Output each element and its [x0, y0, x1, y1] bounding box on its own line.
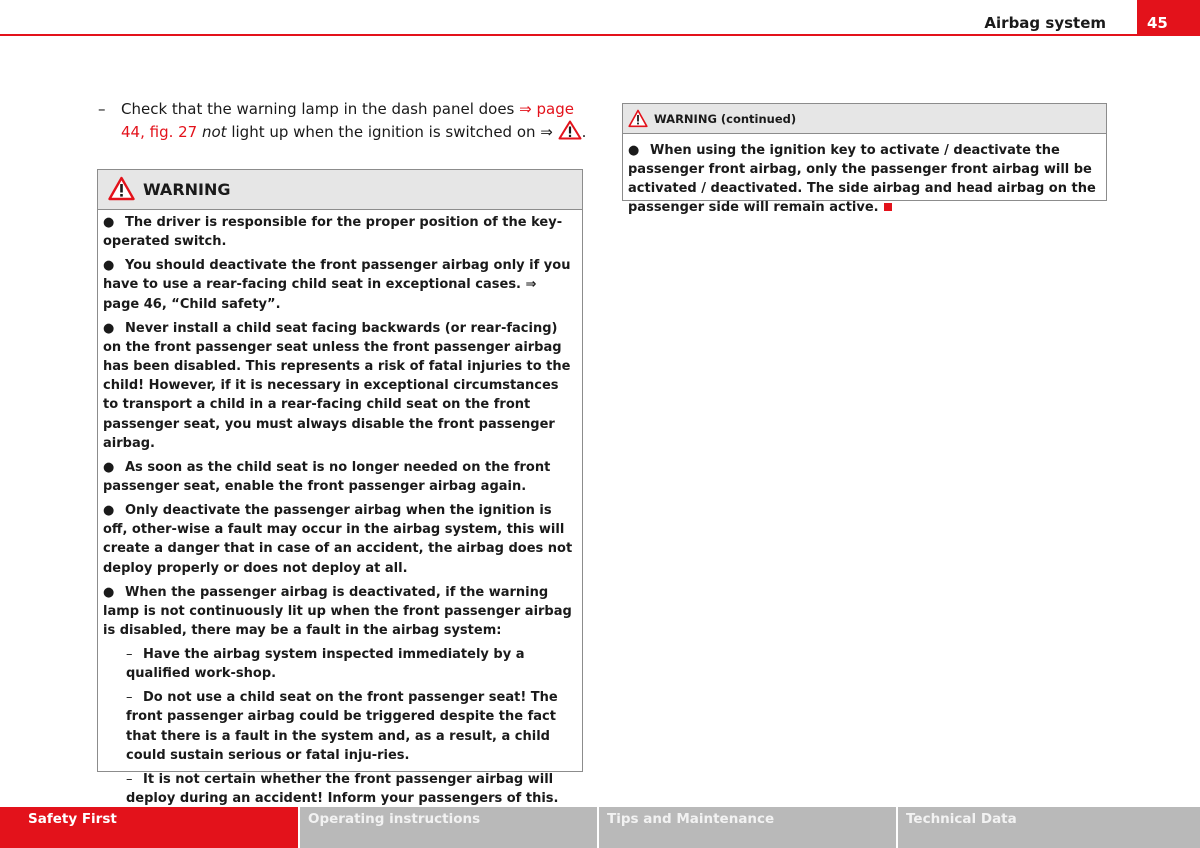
warning-subitem-text: Have the airbag system inspected immediately by a qualified work-shop.: [126, 647, 525, 682]
warning-subitem: [103, 770, 576, 808]
dash-icon: –: [126, 771, 133, 787]
bullet-icon: ●: [628, 143, 640, 158]
warning-item-text: When using the ignition key to activate / deactivate the passenger front airbag, only the passenger front airbag will be activated / deactivated. The side airbag and head airbag on the passenger side will remain active.: [628, 143, 1096, 215]
warning-subitem: [103, 688, 576, 765]
dash-icon: –: [126, 647, 133, 663]
tab-safety-first[interactable]: Safety First: [0, 807, 298, 848]
warning-item-text: When the passenger airbag is deactivated, if the warning lamp is not continuously lit up when the front passenger airbag is disabled, there may be a fault in the airbag system:: [103, 584, 572, 639]
warning-continued-box: [622, 103, 1107, 215]
warning-box: [97, 169, 583, 807]
warning-item-text: As soon as the child seat is no longer needed on the front passenger seat, enable the front passenger airbag again.: [103, 459, 551, 495]
warning-subitem-text: It is not certain whether the front passenger airbag will deploy during an accident! Inform your passengers of this.: [126, 771, 559, 807]
warning-item-text: Never install a child seat facing backwards (or rear-facing) on the front passenger seat unless the front passenger airbag has been disabled. This represents a risk of fatal injuries to the child! However, if it is necessary in exceptional circumstances to transport a child in a rear-facing child seat on the front passenger seat, you must always disable the front passenger airbag.: [103, 320, 571, 451]
intro-emphasis: not: [202, 123, 227, 141]
bullet-icon: ●: [103, 258, 115, 274]
intro-paragraph: [98, 99, 588, 146]
bullet-icon: ●: [103, 215, 115, 230]
dash-icon: –: [126, 690, 133, 706]
chapter-tabs: [0, 807, 1200, 848]
warning-item-text: The driver is responsible for the proper position of the key-operated switch.: [103, 215, 563, 250]
warning-subitem-text: Do not use a child seat on the front passenger seat! The front passenger airbag could be triggered despite the fact that there is a fault in the system and, as a result, a child could sustain serious or fatal inju-ries.: [126, 690, 558, 763]
warning-item: [628, 141, 1100, 217]
warning-continued-body: [623, 134, 1106, 217]
warning-triangle-icon: [108, 176, 135, 203]
warning-title: WARNING: [143, 180, 231, 199]
warning-item: [103, 319, 576, 453]
warning-body: [98, 210, 582, 808]
header-rule: [0, 34, 1200, 36]
warning-triangle-icon[interactable]: [558, 120, 582, 146]
warning-item: [103, 583, 576, 641]
warning-item: [103, 458, 576, 496]
intro-text: Check that the warning lamp in the dash panel does: [121, 100, 520, 118]
bullet-icon: ●: [103, 320, 115, 336]
intro-text-after: light up when the ignition is switched on ⇒: [226, 123, 558, 141]
warning-subitem: [103, 645, 576, 683]
section-end-icon: [884, 203, 892, 211]
list-dash: –: [98, 100, 106, 118]
bullet-icon: ●: [103, 503, 115, 519]
warning-triangle-icon: [628, 109, 648, 129]
warning-item: [103, 213, 576, 251]
intro-end: .: [581, 123, 587, 141]
warning-item-text: Only deactivate the passenger airbag when the ignition is off, other-wise a fault may occur in the airbag system, this will create a danger that in case of an accident, the airbag does not deploy properly or does not deploy at all.: [103, 503, 573, 576]
warning-continued-header: [623, 104, 1106, 134]
warning-item: [103, 501, 576, 578]
tab-technical-data[interactable]: Technical Data: [898, 807, 1200, 848]
page-reference-link[interactable]: ⇒ page 44, fig. 27: [121, 100, 574, 141]
warning-header: [98, 170, 582, 210]
page-number: 45: [1137, 0, 1200, 36]
tab-operating-instructions[interactable]: Operating instructions: [300, 807, 597, 848]
warning-continued-title: WARNING (continued): [654, 111, 797, 126]
section-title: Airbag system: [984, 14, 1106, 32]
bullet-icon: ●: [103, 584, 115, 600]
tab-tips-and-maintenance[interactable]: Tips and Maintenance: [599, 807, 896, 848]
warning-item: [103, 256, 576, 314]
warning-item-text: You should deactivate the front passenger airbag only if you have to use a rear-facing child seat in exceptional cases. ⇒ page 46, “Child safety”.: [103, 258, 571, 312]
bullet-icon: ●: [103, 459, 115, 475]
